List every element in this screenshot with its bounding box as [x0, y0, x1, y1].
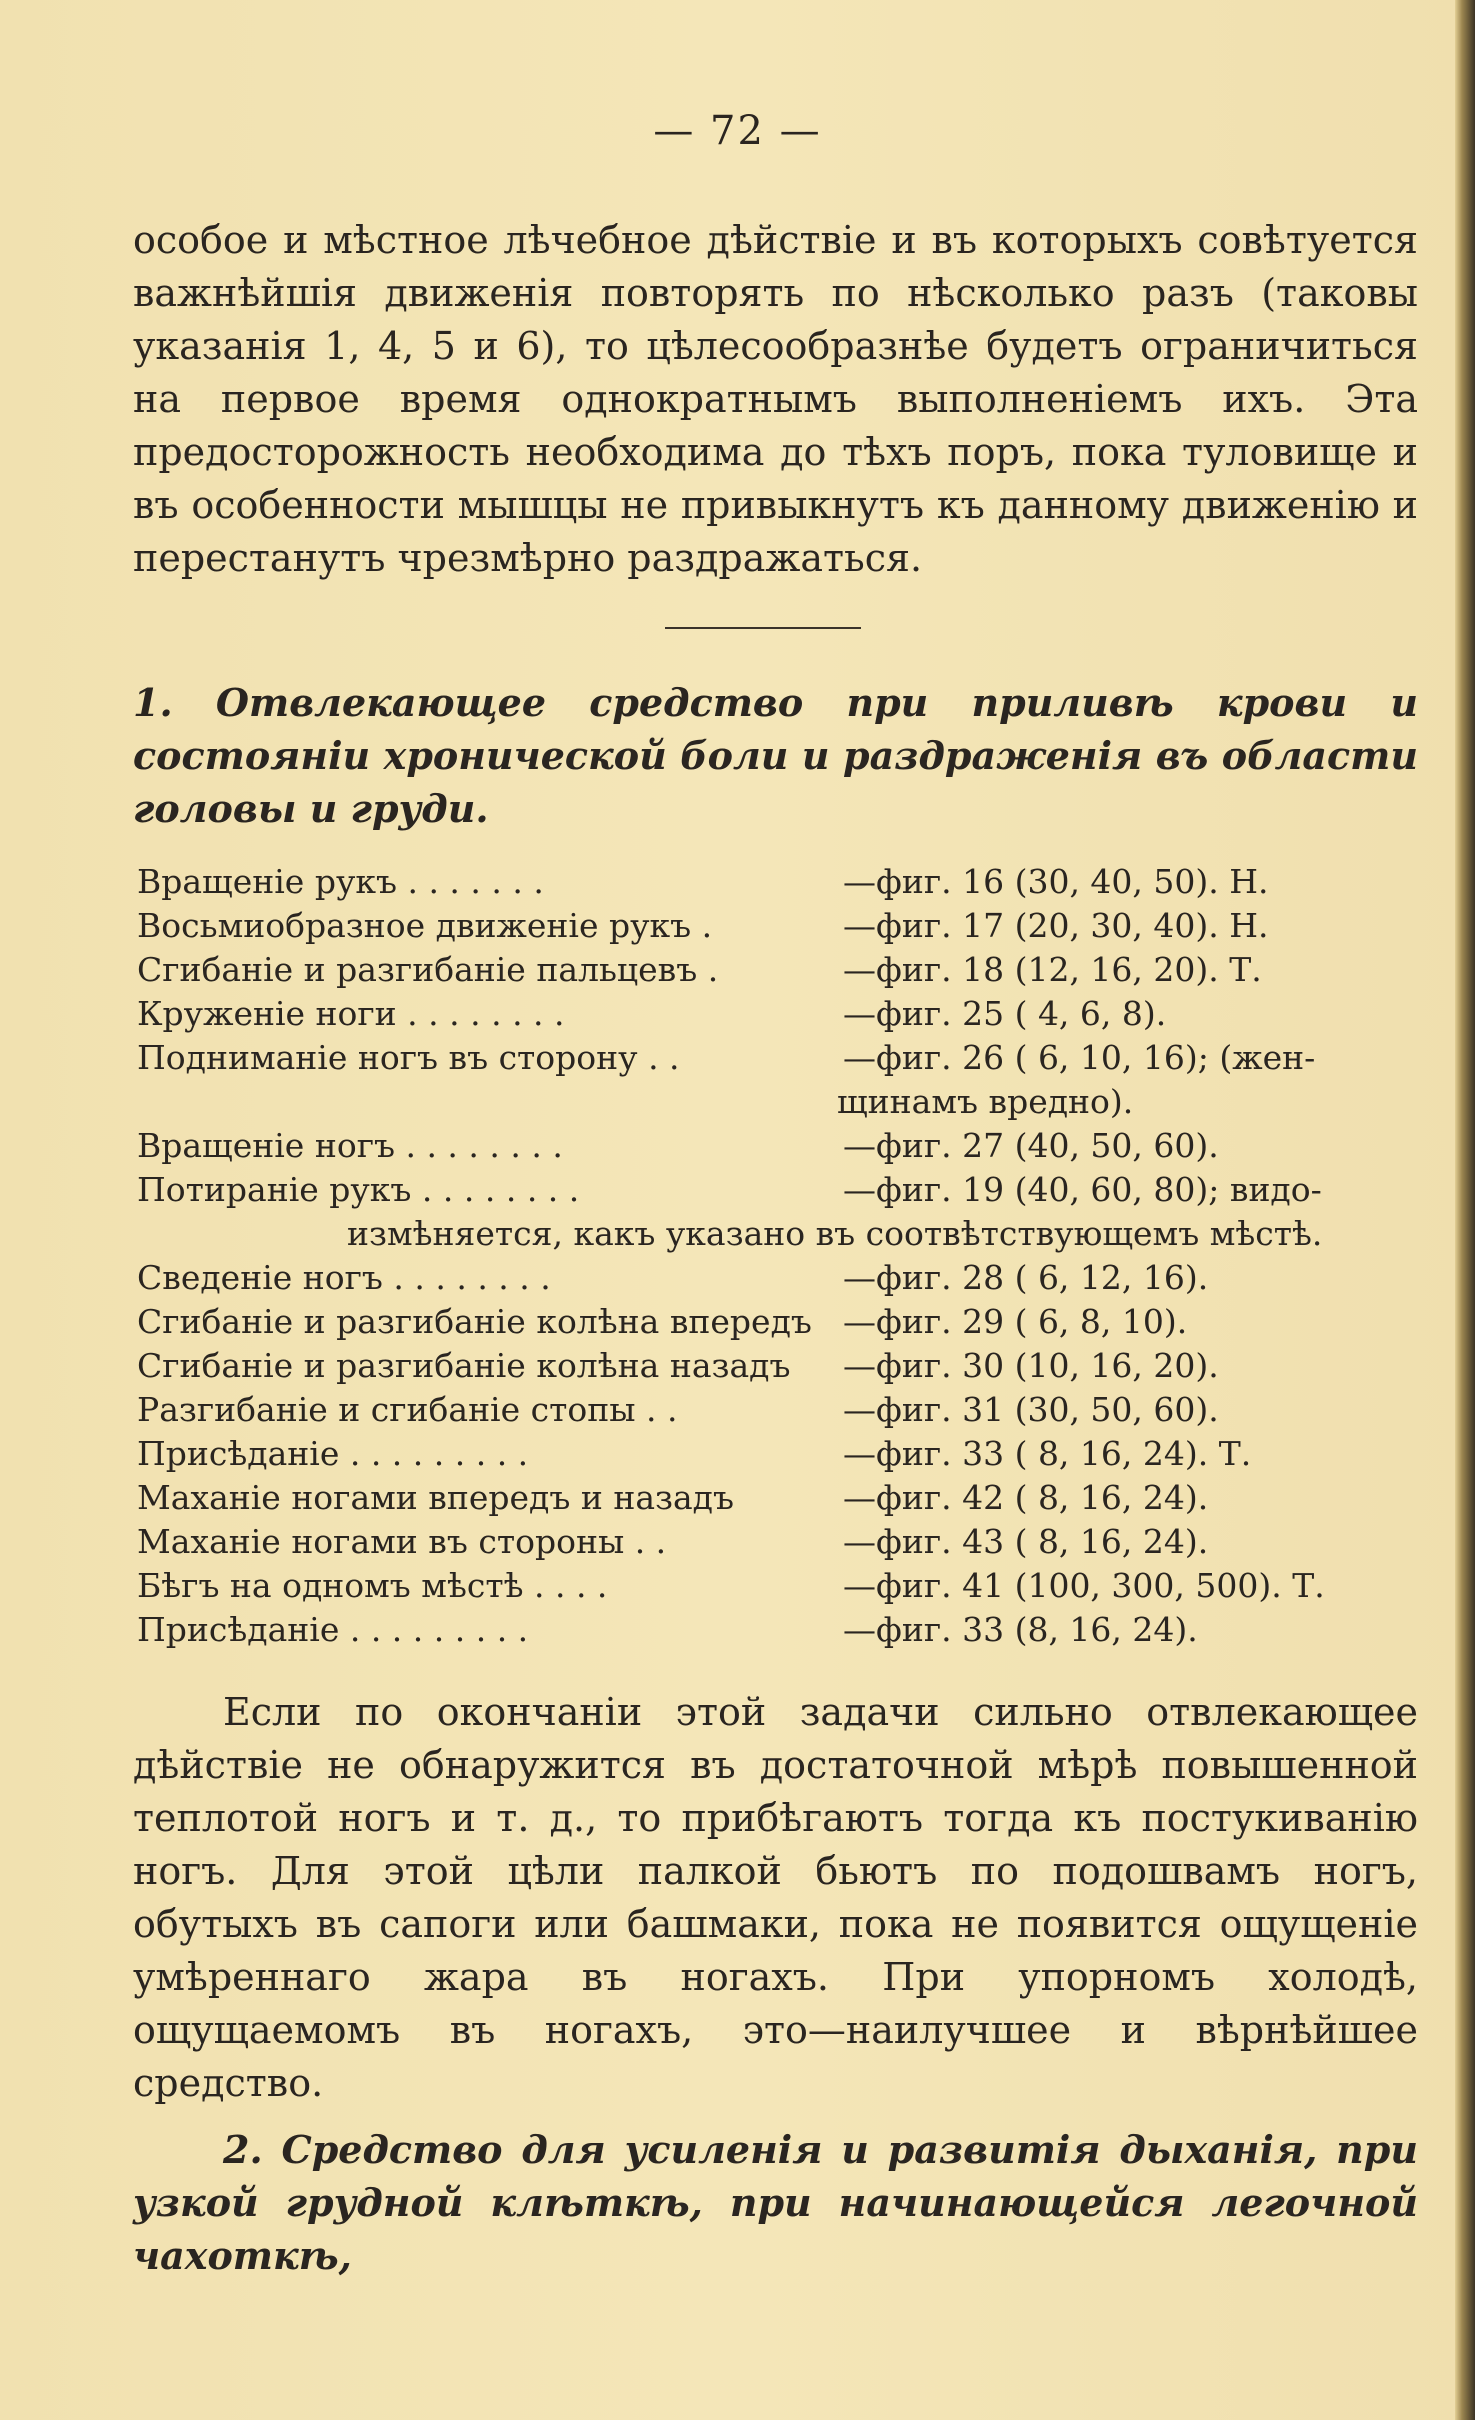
exercise-name: Вращеніе ногъ . . . . . . . . [137, 1126, 563, 1165]
exercise-figure: —фиг. 25 ( 4, 6, 8). [843, 994, 1167, 1033]
exercise-figure: —фиг. 33 ( 8, 16, 24). Т. [843, 1434, 1252, 1473]
exercise-row [137, 1258, 1427, 1302]
exercise-name: Сведеніе ногъ . . . . . . . . [137, 1258, 551, 1297]
section-1-heading: 1. Отвлекающее средство при приливѣ крови и состояніи хронической боли и раздраженія въ области головы и груди. [133, 680, 1418, 831]
exercise-name: Присѣданіе . . . . . . . . . [137, 1434, 529, 1473]
exercise-figure: —фиг. 28 ( 6, 12, 16). [843, 1258, 1209, 1297]
intro-paragraph: особое и мѣстное лѣчебное дѣйствіе и въ которыхъ совѣтуется важнѣйшія движенія повторять по нѣсколько разъ (таковы указанія 1, 4, 5 и 6), то цѣлесообразнѣе будетъ ограничиться на первое время однократнымъ выполненіемъ ихъ. Эта предосторожность необходима до тѣхъ поръ, пока туловище и въ особенности мышцы не привыкнутъ къ данному движенію и перестанутъ чрезмѣрно раздражаться. [133, 218, 1418, 580]
exercise-name: Разгибаніе и сгибаніе стопы . . [137, 1390, 678, 1429]
page-number: — 72 — [653, 108, 822, 154]
exercise-name: Подниманіе ногъ въ сторону . . [137, 1038, 680, 1077]
exercise-figure: —фиг. 27 (40, 50, 60). [843, 1126, 1219, 1165]
exercise-name: Сгибаніе и разгибаніе колѣна впередъ [137, 1302, 812, 1341]
exercise-figure: —фиг. 29 ( 6, 8, 10). [843, 1302, 1188, 1341]
exercise-name: Круженіе ноги . . . . . . . . [137, 994, 565, 1033]
exercise-figure: —фиг. 18 (12, 16, 20). Т. [843, 950, 1262, 989]
exercise-row [137, 1522, 1427, 1566]
exercise-name: Маханіе ногами впередъ и назадъ [137, 1478, 734, 1517]
exercise-figure: —фиг. 42 ( 8, 16, 24). [843, 1478, 1209, 1517]
exercise-row [137, 1170, 1427, 1258]
exercise-name: Потираніе рукъ . . . . . . . . [137, 1170, 580, 1209]
exercise-figure: —фиг. 19 (40, 60, 80); видо- [843, 1170, 1322, 1209]
exercise-figure: —фиг. 43 ( 8, 16, 24). [843, 1522, 1209, 1561]
exercise-row [137, 1346, 1427, 1390]
exercise-name: Бѣгъ на одномъ мѣстѣ . . . . [137, 1566, 608, 1605]
exercise-row [137, 1038, 1427, 1126]
exercise-row [137, 994, 1427, 1038]
exercise-row [137, 862, 1427, 906]
exercise-figure: —фиг. 33 (8, 16, 24). [843, 1610, 1198, 1649]
exercise-note: измѣняется, какъ указано въ соотвѣтствующемъ мѣстѣ. [347, 1214, 1323, 1253]
exercise-name: Восьмиобразное движеніе рукъ . [137, 906, 713, 945]
exercise-name: Сгибаніе и разгибаніе пальцевъ . [137, 950, 719, 989]
exercise-row [137, 1478, 1427, 1522]
exercise-figure: —фиг. 30 (10, 16, 20). [843, 1346, 1219, 1385]
exercise-row [137, 906, 1427, 950]
exercise-row [137, 1302, 1427, 1346]
exercise-figure: —фиг. 17 (20, 30, 40). Н. [843, 906, 1269, 945]
exercise-row [137, 1566, 1427, 1610]
exercise-row [137, 1610, 1427, 1654]
exercise-note: щинамъ вредно). [837, 1082, 1134, 1121]
exercise-figure: —фиг. 26 ( 6, 10, 16); (жен- [843, 1038, 1316, 1077]
paragraph-2 [133, 1686, 1418, 2110]
exercise-figure: —фиг. 41 (100, 300, 500). Т. [843, 1566, 1325, 1605]
exercise-row [137, 1390, 1427, 1434]
section-2-heading-text: 2. Средство для усиленія и развитія дыханія, при узкой грудной клѣткѣ, при начинающейся легочной чахоткѣ, [133, 2127, 1418, 2278]
page-edge-shadow [1455, 0, 1475, 2420]
paragraph-2-text: Если по окончаніи этой задачи сильно отвлекающее дѣйствіе не обнаружится въ достаточной мѣрѣ повышенной теплотой ногъ и т. д., то прибѣгаютъ тогда къ постукиванію ногъ. Для этой цѣли палкой бьютъ по подошвамъ ногъ, обутыхъ въ сапоги или башмаки, пока не появится ощущеніе умѣреннаго жара въ ногахъ. При упорномъ холодѣ, ощущаемомъ въ ногахъ, это—наилучшее и вѣрнѣйшее средство. [133, 1690, 1418, 2105]
exercise-list [137, 862, 1427, 1654]
exercise-figure: —фиг. 16 (30, 40, 50). Н. [843, 862, 1269, 901]
exercise-row [137, 1434, 1427, 1478]
exercise-name: Присѣданіе . . . . . . . . . [137, 1610, 529, 1649]
exercise-figure: —фиг. 31 (30, 50, 60). [843, 1390, 1219, 1429]
section-divider [665, 627, 861, 629]
exercise-name: Маханіе ногами въ стороны . . [137, 1522, 667, 1561]
exercise-name: Сгибаніе и разгибаніе колѣна назадъ [137, 1346, 791, 1385]
exercise-row [137, 1126, 1427, 1170]
section-2-heading [133, 2123, 1418, 2282]
exercise-name: Вращеніе рукъ . . . . . . . [137, 862, 544, 901]
exercise-row [137, 950, 1427, 994]
